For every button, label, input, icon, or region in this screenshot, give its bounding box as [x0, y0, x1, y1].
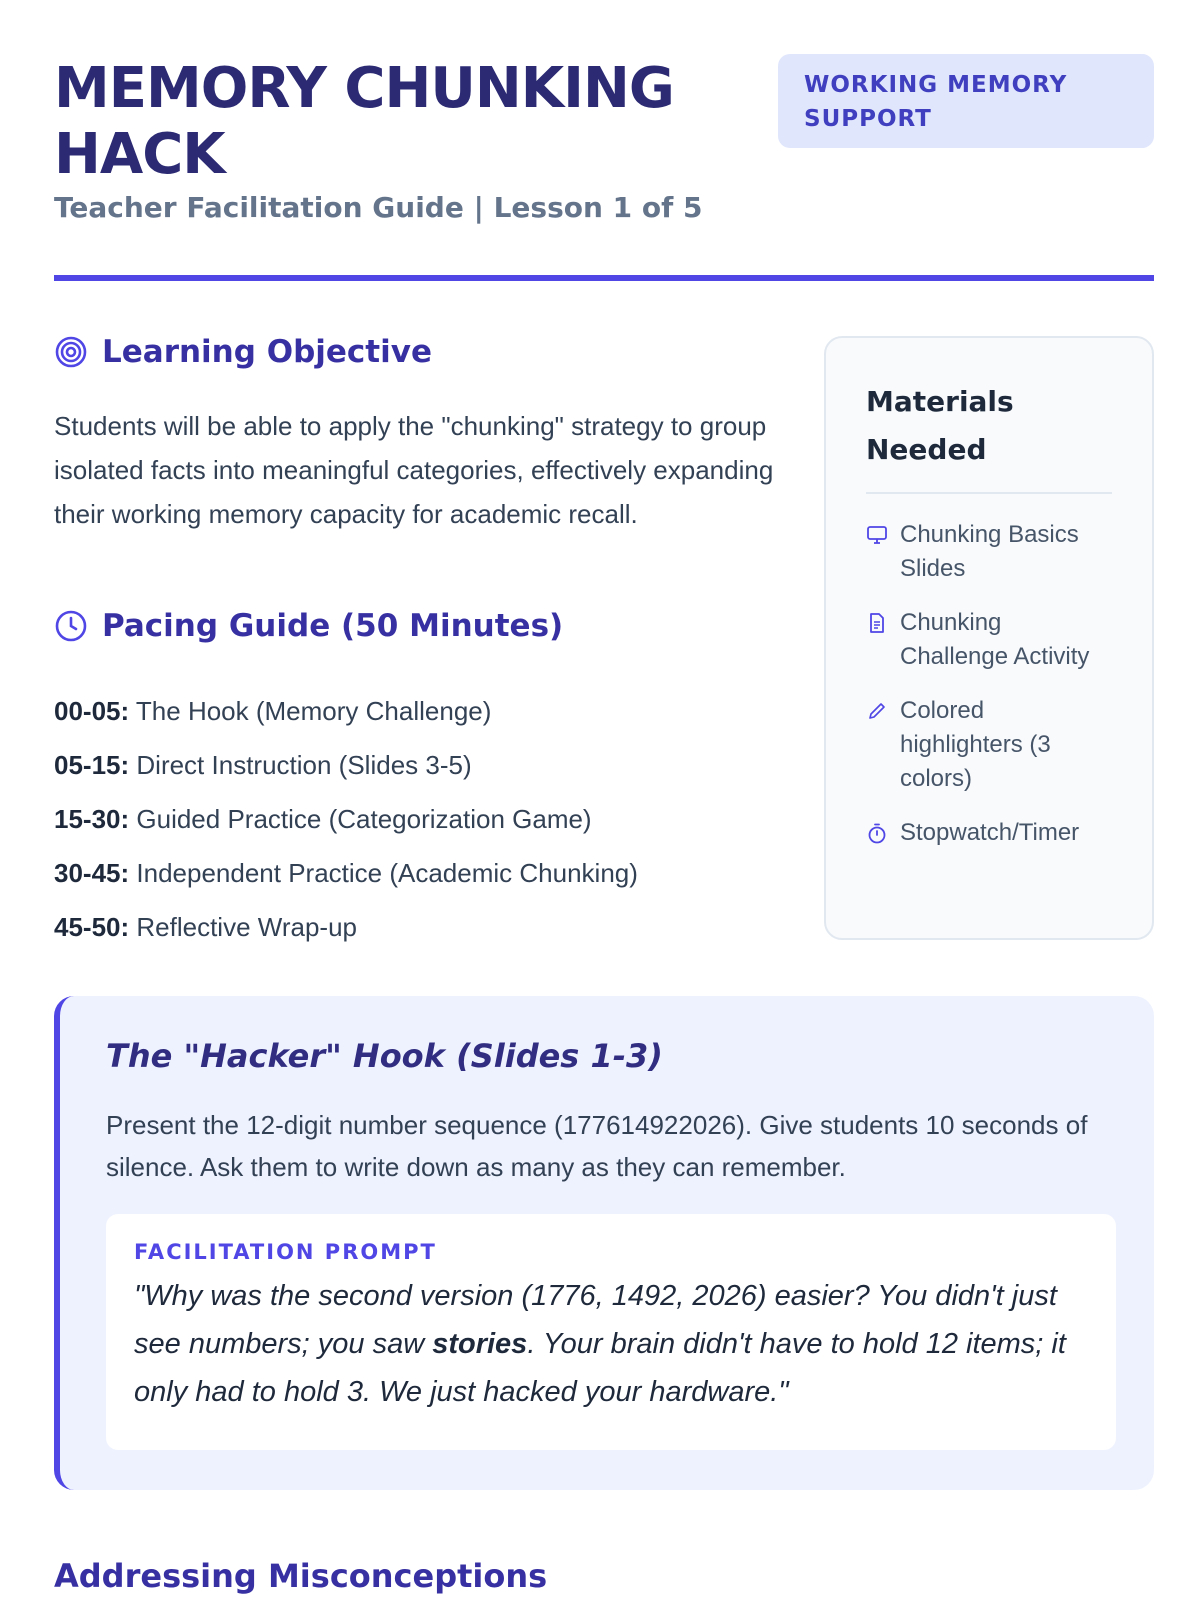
hook-callout: [54, 996, 1154, 1490]
pacing-activity: Reflective Wrap-up: [136, 912, 357, 942]
page-subtitle: Teacher Facilitation Guide | Lesson 1 of 5: [54, 191, 703, 224]
materials-item: [866, 606, 1112, 674]
pacing-time: 05-15:: [54, 750, 130, 780]
pacing-time: 00-05:: [54, 696, 130, 726]
pacing-activity: The Hook (Memory Challenge): [135, 696, 492, 726]
pacing-time: 30-45:: [54, 858, 130, 888]
prompt-emphasis: stories: [432, 1328, 528, 1360]
pacing-activity: Guided Practice (Categorization Game): [136, 804, 592, 834]
pacing-time: 45-50:: [54, 912, 130, 942]
pacing-item: [54, 846, 794, 900]
pacing-item: [54, 900, 794, 954]
materials-item-label: Stopwatch/Timer: [900, 819, 1080, 846]
facilitation-prompt-quote: [134, 1272, 1088, 1416]
prompt-text-start: "Why was the second version (1776, 1492, 2026) easier? You didn't just see numbers; you saw: [134, 1280, 1057, 1360]
materials-item-label: Chunking Basics Slides: [900, 521, 1079, 582]
clock-icon: [54, 609, 88, 643]
page-title: MEMORY CHUNKING HACK: [54, 56, 674, 187]
document-icon: [866, 612, 888, 634]
pacing-activity: Direct Instruction (Slides 3-5): [136, 750, 472, 780]
pacing-heading-label: Pacing Guide (50 Minutes): [102, 608, 564, 644]
pacing-heading: [54, 606, 563, 646]
materials-item: [866, 694, 1112, 796]
materials-item: [866, 816, 1112, 850]
pacing-item: [54, 792, 794, 846]
working-memory-badge: WORKING MEMORY SUPPORT: [778, 54, 1154, 148]
materials-item-label: Colored highlighters (3 colors): [900, 697, 1051, 792]
materials-item: [866, 518, 1112, 586]
target-icon: [54, 335, 88, 369]
materials-panel: [824, 336, 1154, 940]
pacing-time: 15-30:: [54, 804, 130, 834]
objective-text: Students will be able to apply the "chunking" strategy to group isolated facts into meaningful categories, effectively expanding their working memory capacity for academic recall.: [54, 411, 774, 529]
pacing-item: [54, 738, 794, 792]
monitor-icon: [866, 524, 888, 546]
materials-title: Materials Needed: [866, 385, 1014, 466]
materials-list: [866, 518, 1112, 850]
misconceptions-heading: Addressing Misconceptions: [54, 1557, 548, 1595]
objective-heading: [54, 332, 432, 372]
facilitation-prompt-box: [106, 1214, 1116, 1450]
pacing-activity: Independent Practice (Academic Chunking): [136, 858, 638, 888]
facilitation-prompt-label: FACILITATION PROMPT: [134, 1240, 437, 1264]
pacing-item: [54, 684, 794, 738]
objective-heading-label: Learning Objective: [102, 334, 432, 370]
pencil-icon: [866, 700, 888, 722]
hook-title: The "Hacker" Hook (Slides 1-3): [106, 1037, 663, 1075]
hook-text: Present the 12-digit number sequence (177614922026). Give students 10 seconds of silence. Ask them to write down as many as they can remember.: [106, 1110, 1088, 1182]
materials-divider: [866, 492, 1112, 494]
prompt-text-end: . Your brain didn't have to hold 12 items; it only had to hold 3. We just hacked your hardware.": [134, 1328, 1066, 1408]
stopwatch-icon: [866, 822, 888, 844]
materials-item-label: Chunking Challenge Activity: [900, 609, 1090, 670]
header-divider: [54, 275, 1154, 281]
pacing-list: [54, 684, 794, 954]
